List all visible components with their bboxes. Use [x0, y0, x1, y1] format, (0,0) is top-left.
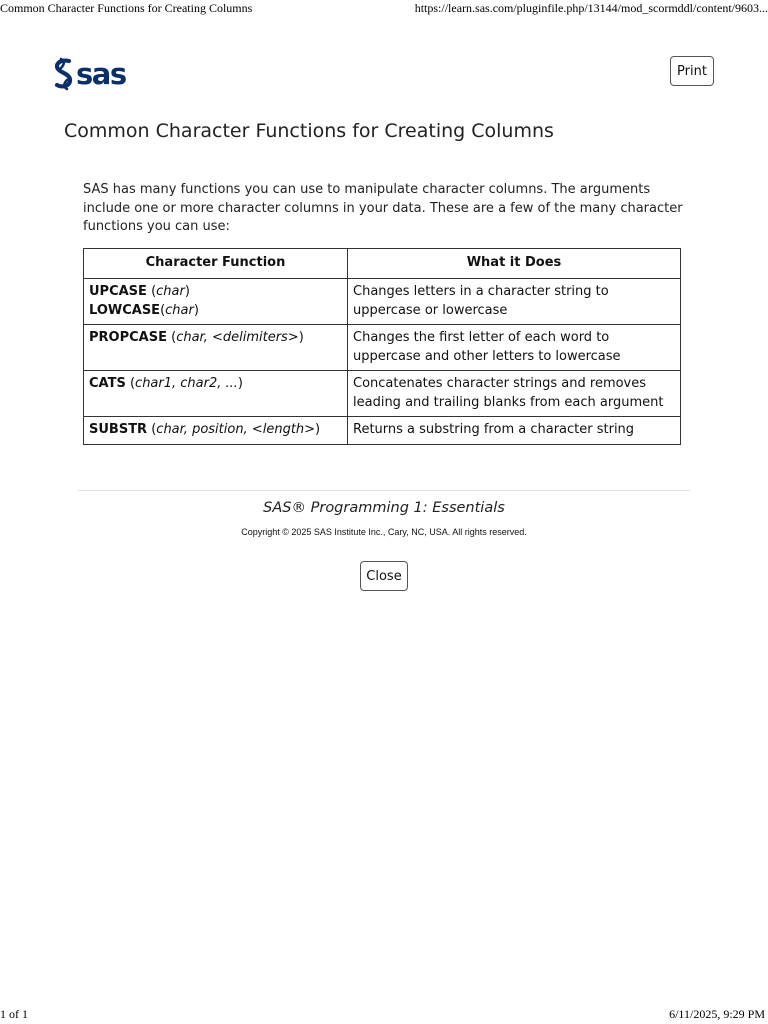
function-cell [84, 279, 348, 325]
function-args: char [156, 284, 185, 299]
table-row [84, 371, 681, 417]
print-footer-page: 1 of 1 [0, 1007, 28, 1021]
course-title: SAS® Programming 1: Essentials [263, 500, 505, 516]
close-button[interactable]: Close [360, 561, 408, 591]
function-args: char, <delimiters> [176, 330, 299, 345]
page-title: Common Character Functions for Creating Columns [64, 120, 554, 142]
function-args: char [165, 302, 194, 318]
table-row [84, 417, 681, 445]
description-cell: Concatenates character strings and removes leading and trailing blanks from each argument [348, 371, 681, 417]
description-cell: Changes letters in a character string to uppercase or lowercase [348, 279, 681, 325]
function-cell: SUBSTR (char, position, <length>) [84, 417, 348, 445]
sas-logo-icon [53, 57, 75, 91]
sas-logo-text: sas [76, 56, 126, 91]
function-name: SUBSTR [89, 422, 148, 437]
description-cell: Returns a substring from a character string [348, 417, 681, 445]
function-cell: CATS (char1, char2, ...) [84, 371, 348, 417]
function-args: char, position, <length> [156, 422, 316, 437]
header-what-it-does: What it Does [348, 249, 681, 279]
function-name: UPCASE [89, 284, 147, 299]
character-functions-table [83, 248, 681, 445]
intro-paragraph: SAS has many functions you can use to manipulate character columns. The arguments include one or more character columns in your data. These are a few of the many character functions you can use: [83, 182, 683, 234]
description-cell: Changes the first letter of each word to uppercase and other letters to lowercase [348, 325, 681, 371]
print-header-title: Common Character Functions for Creating Columns [0, 1, 253, 15]
copyright-notice: Copyright © 2025 SAS Institute Inc., Cary, NC, USA. All rights reserved. [241, 527, 527, 537]
print-header-url: https://learn.sas.com/pluginfile.php/13144/mod_scormddl/content/9603... [414, 1, 768, 15]
function-name: CATS [89, 376, 126, 391]
function-name: LOWCASE [89, 302, 161, 318]
function-entry: UPCASE (char) [89, 284, 190, 299]
table-row [84, 279, 681, 325]
sas-logo [53, 56, 126, 92]
table-row [84, 325, 681, 371]
print-footer-datetime: 6/11/2025, 9:29 PM [669, 1007, 765, 1021]
table-header-row [84, 249, 681, 279]
print-button[interactable]: Print [670, 56, 714, 86]
header-character-function: Character Function [84, 249, 348, 279]
footer-divider [78, 490, 690, 491]
function-args: char1, char2, ... [135, 376, 238, 391]
function-entry: LOWCASE(char) [89, 302, 199, 318]
function-name: PROPCASE [89, 330, 167, 345]
function-cell: PROPCASE (char, <delimiters>) [84, 325, 348, 371]
